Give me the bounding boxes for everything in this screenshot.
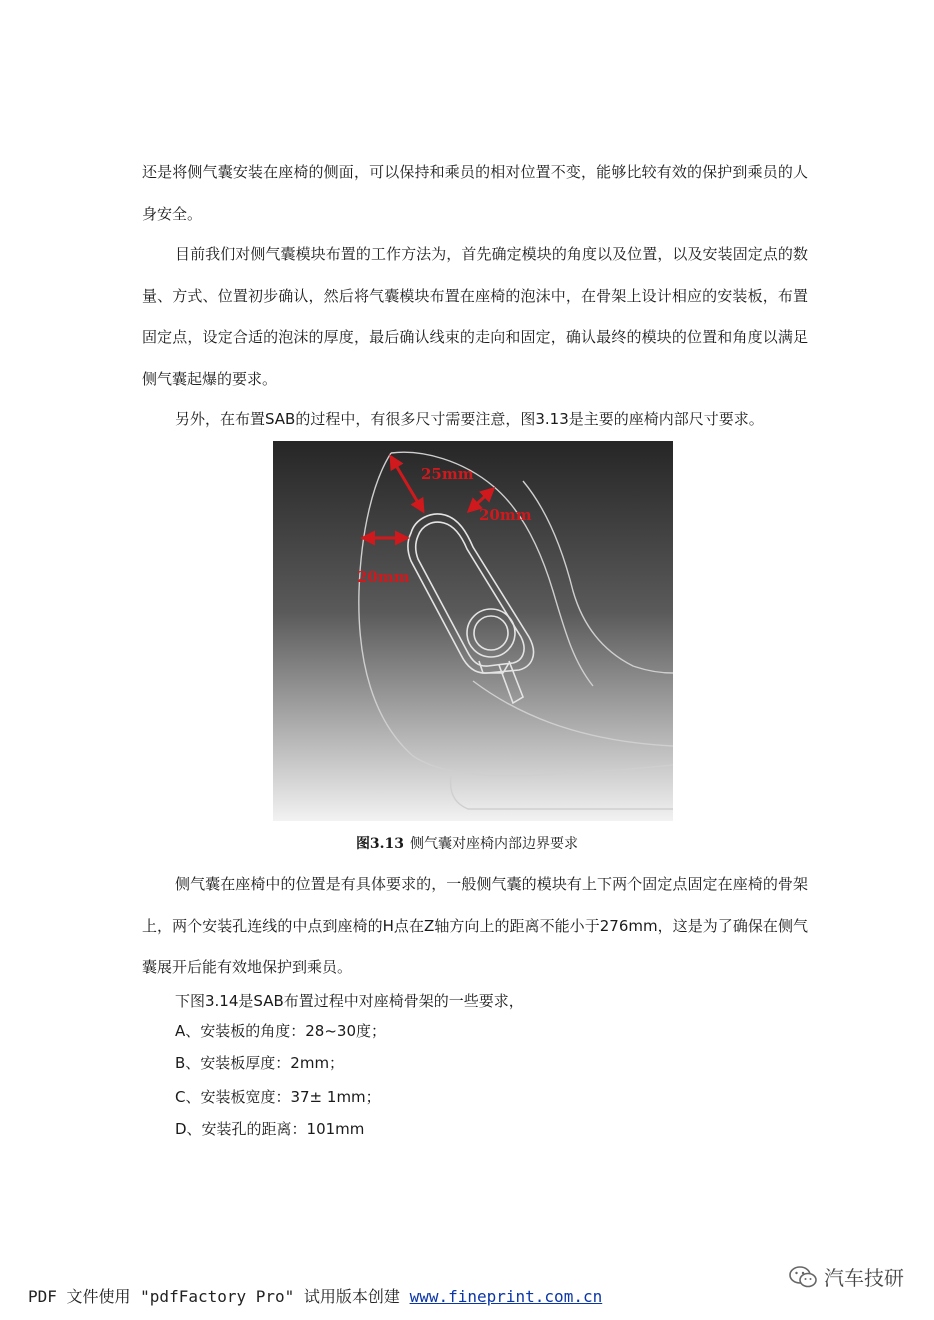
paragraph-1: 还是将侧气囊安装在座椅的侧面，可以保持和乘员的相对位置不变，能够比较有效的保护到乘员的人身安全。: [142, 163, 808, 223]
footer-text: PDF 文件使用 "pdfFactory Pro" 试用版本创建: [28, 1287, 410, 1306]
list-item: B、安装板厚度：2mm；: [175, 1054, 345, 1072]
paragraph-4: 侧气囊在座椅中的位置是有具体要求的，一般侧气囊的模块有上下两个固定点固定在座椅的骨架上，两个安装孔连线的中点到座椅的H点在Z轴方向上的距离不能小于276mm，这是为了确保在侧气囊展开后能有效地保护到乘员。: [142, 875, 808, 976]
wechat-icon: [788, 1265, 818, 1289]
figure-background: [273, 441, 673, 821]
label-20mm-left: 20mm: [357, 568, 410, 586]
seat-airbag-figure: [273, 441, 673, 821]
paragraph-2: 目前我们对侧气囊模块布置的工作方法为，首先确定模块的角度以及位置，以及安装固定点的数量、方式、位置初步确认，然后将气囊模块布置在座椅的泡沫中，在骨架上设计相应的安装板，布置固定点，设定合适的泡沫的厚度，最后确认线束的走向和固定，确认最终的模块的位置和角度以满足侧气囊起爆的要求。: [142, 245, 808, 388]
figure-caption: [0, 833, 934, 853]
caption-number: 图3.13: [355, 836, 405, 852]
watermark-text: 汽车技研: [824, 1266, 904, 1290]
footer-link[interactable]: www.fineprint.com.cn: [409, 1287, 603, 1306]
paragraph-3: 另外，在布置SAB的过程中，有很多尺寸需要注意，图3.13是主要的座椅内部尺寸要求。: [175, 410, 764, 428]
label-20mm-right: 20mm: [479, 506, 532, 524]
pdf-footer: [28, 1284, 602, 1307]
paragraph-5: 下图3.14是SAB布置过程中对座椅骨架的一些要求，: [175, 992, 524, 1010]
list-item: D、安装孔的距离：101mm: [175, 1120, 365, 1138]
label-25mm: 25mm: [421, 465, 474, 483]
list-item: A、安装板的角度：28~30度；: [175, 1022, 387, 1040]
wechat-watermark: [788, 1262, 904, 1291]
list-item: C、安装板宽度：37± 1mm；: [175, 1088, 381, 1106]
caption-text: 侧气囊对座椅内部边界要求: [410, 836, 579, 852]
